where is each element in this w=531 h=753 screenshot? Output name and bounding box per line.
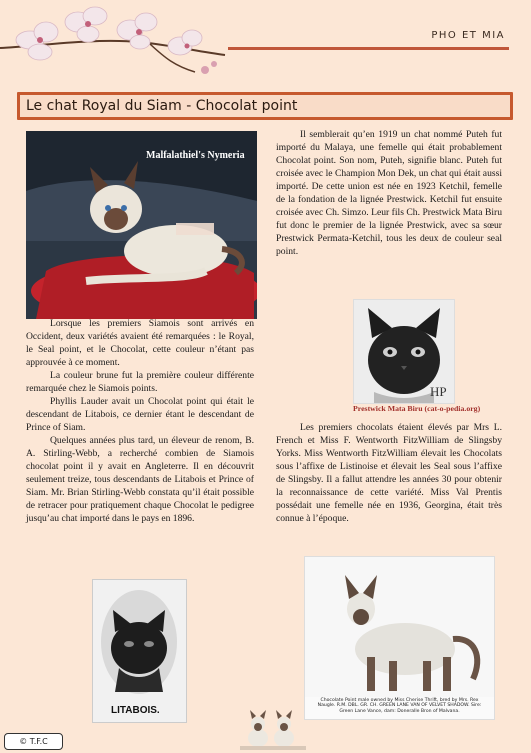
paragraph: Quelques années plus tard, un éleveur de renom, B. A. Stirling-Webb, a recherché combien de Siamois chocolat point il y avait en Angleterre. Il en découvrit seulement treize, tous descendants de Litabois et Prince of Siam. Mr. Brian Stirling-Webb constata qu’il était possible de retracer pour pratiquement chaque Chocolat le pedigree jusqu’au chat importé dans le pays en 1896.	[26, 435, 254, 524]
paragraph: Phyllis Lauder avait un Chocolat point qui était le descendant de Litabois, ce dernier étant le descendant de Prince of Siam.	[26, 396, 254, 433]
litabois-caption: LITABOIS.	[111, 705, 160, 716]
right-column-text-top	[276, 128, 502, 258]
paragraph: La couleur brune fut la première couleur différente remarquée chez le Siamois points.	[26, 370, 254, 394]
main-photo-caption: Malfalathiel's Nymeria	[146, 150, 245, 161]
header-rule	[228, 47, 509, 50]
main-cat-photo	[26, 131, 257, 319]
svg-text:HP: HP	[430, 384, 447, 399]
prestwick-photo	[353, 299, 455, 404]
chocolate-point-photo	[304, 556, 495, 720]
paragraph: Les premiers chocolats étaient élevés par Mrs L. French et Miss F. Wentworth FitzWilliam de Slingsby Yorks. Miss Wentworth FitzWilliam élevait les Chocolats sous l’affixe de Listinoise et élevait les Seal sous l’affixe de Slingsby. Il a fallut attendre les années 30 pour obtenir la reconnaissance de cette variété. Miss Val Prentis possédait une femelle née en 1936, Georgina, était très connue à l’époque.	[276, 422, 502, 524]
chocolate-point-caption: Chocolate Point male owned by Miss Cherise Thrift, bred by Mrs. Rex Naugle. R.M. DBL. GR. CH. GREEN LANE VAN OF VELVET SHADOW. Sire: Green Lane Vance, dam: Doneralle Bron of Malvana.	[317, 698, 482, 714]
litabois-cat-image	[93, 580, 186, 722]
paragraph: Lorsque les premiers Siamois sont arrivés en Occident, deux variétés avaient été remarquées : le Royal, le Seal point, et le Chocolat, cette couleur n’étant pas approuvée à ce moment.	[26, 318, 254, 368]
litabois-photo	[92, 579, 187, 723]
black-cat-portrait-image	[354, 300, 454, 403]
left-column-text	[26, 317, 254, 525]
right-column-text-bottom	[276, 421, 502, 525]
prestwick-caption: Prestwick Mata Biru (cat-o-pedia.org)	[353, 404, 481, 413]
title-band	[17, 92, 513, 120]
copyright-badge: © T.F.C	[4, 733, 63, 750]
two-cats-footer-image	[240, 706, 306, 750]
standing-siamese-image	[305, 557, 494, 697]
orchid-decoration	[0, 0, 240, 82]
paragraph: Il semblerait qu’en 1919 un chat nommé Puteh fut importé du Malaya, une femelle qui était probablement Chocolat point. Son nom, Puteh, signifie blanc. Puteh fut croisée avec le Champion Mon Dek, un chat qui était aussi importé. De cette union est née en 1923 Ketchil, femelle de la fondation de la lignée Prestwick. Ketchil fut ensuite croisée avec Ch. Simzo. Leur fils Ch. Prestwick Mata Biru fut donc le premier de la lignée Prestwick, avec sa sœur Prestwick Permata-Ketchil, tous les deux de couleur seal point.	[276, 129, 502, 257]
page-title: Le chat Royal du Siam - Chocolat point	[26, 98, 298, 114]
brand-title: PHO ET MIA	[431, 30, 505, 41]
